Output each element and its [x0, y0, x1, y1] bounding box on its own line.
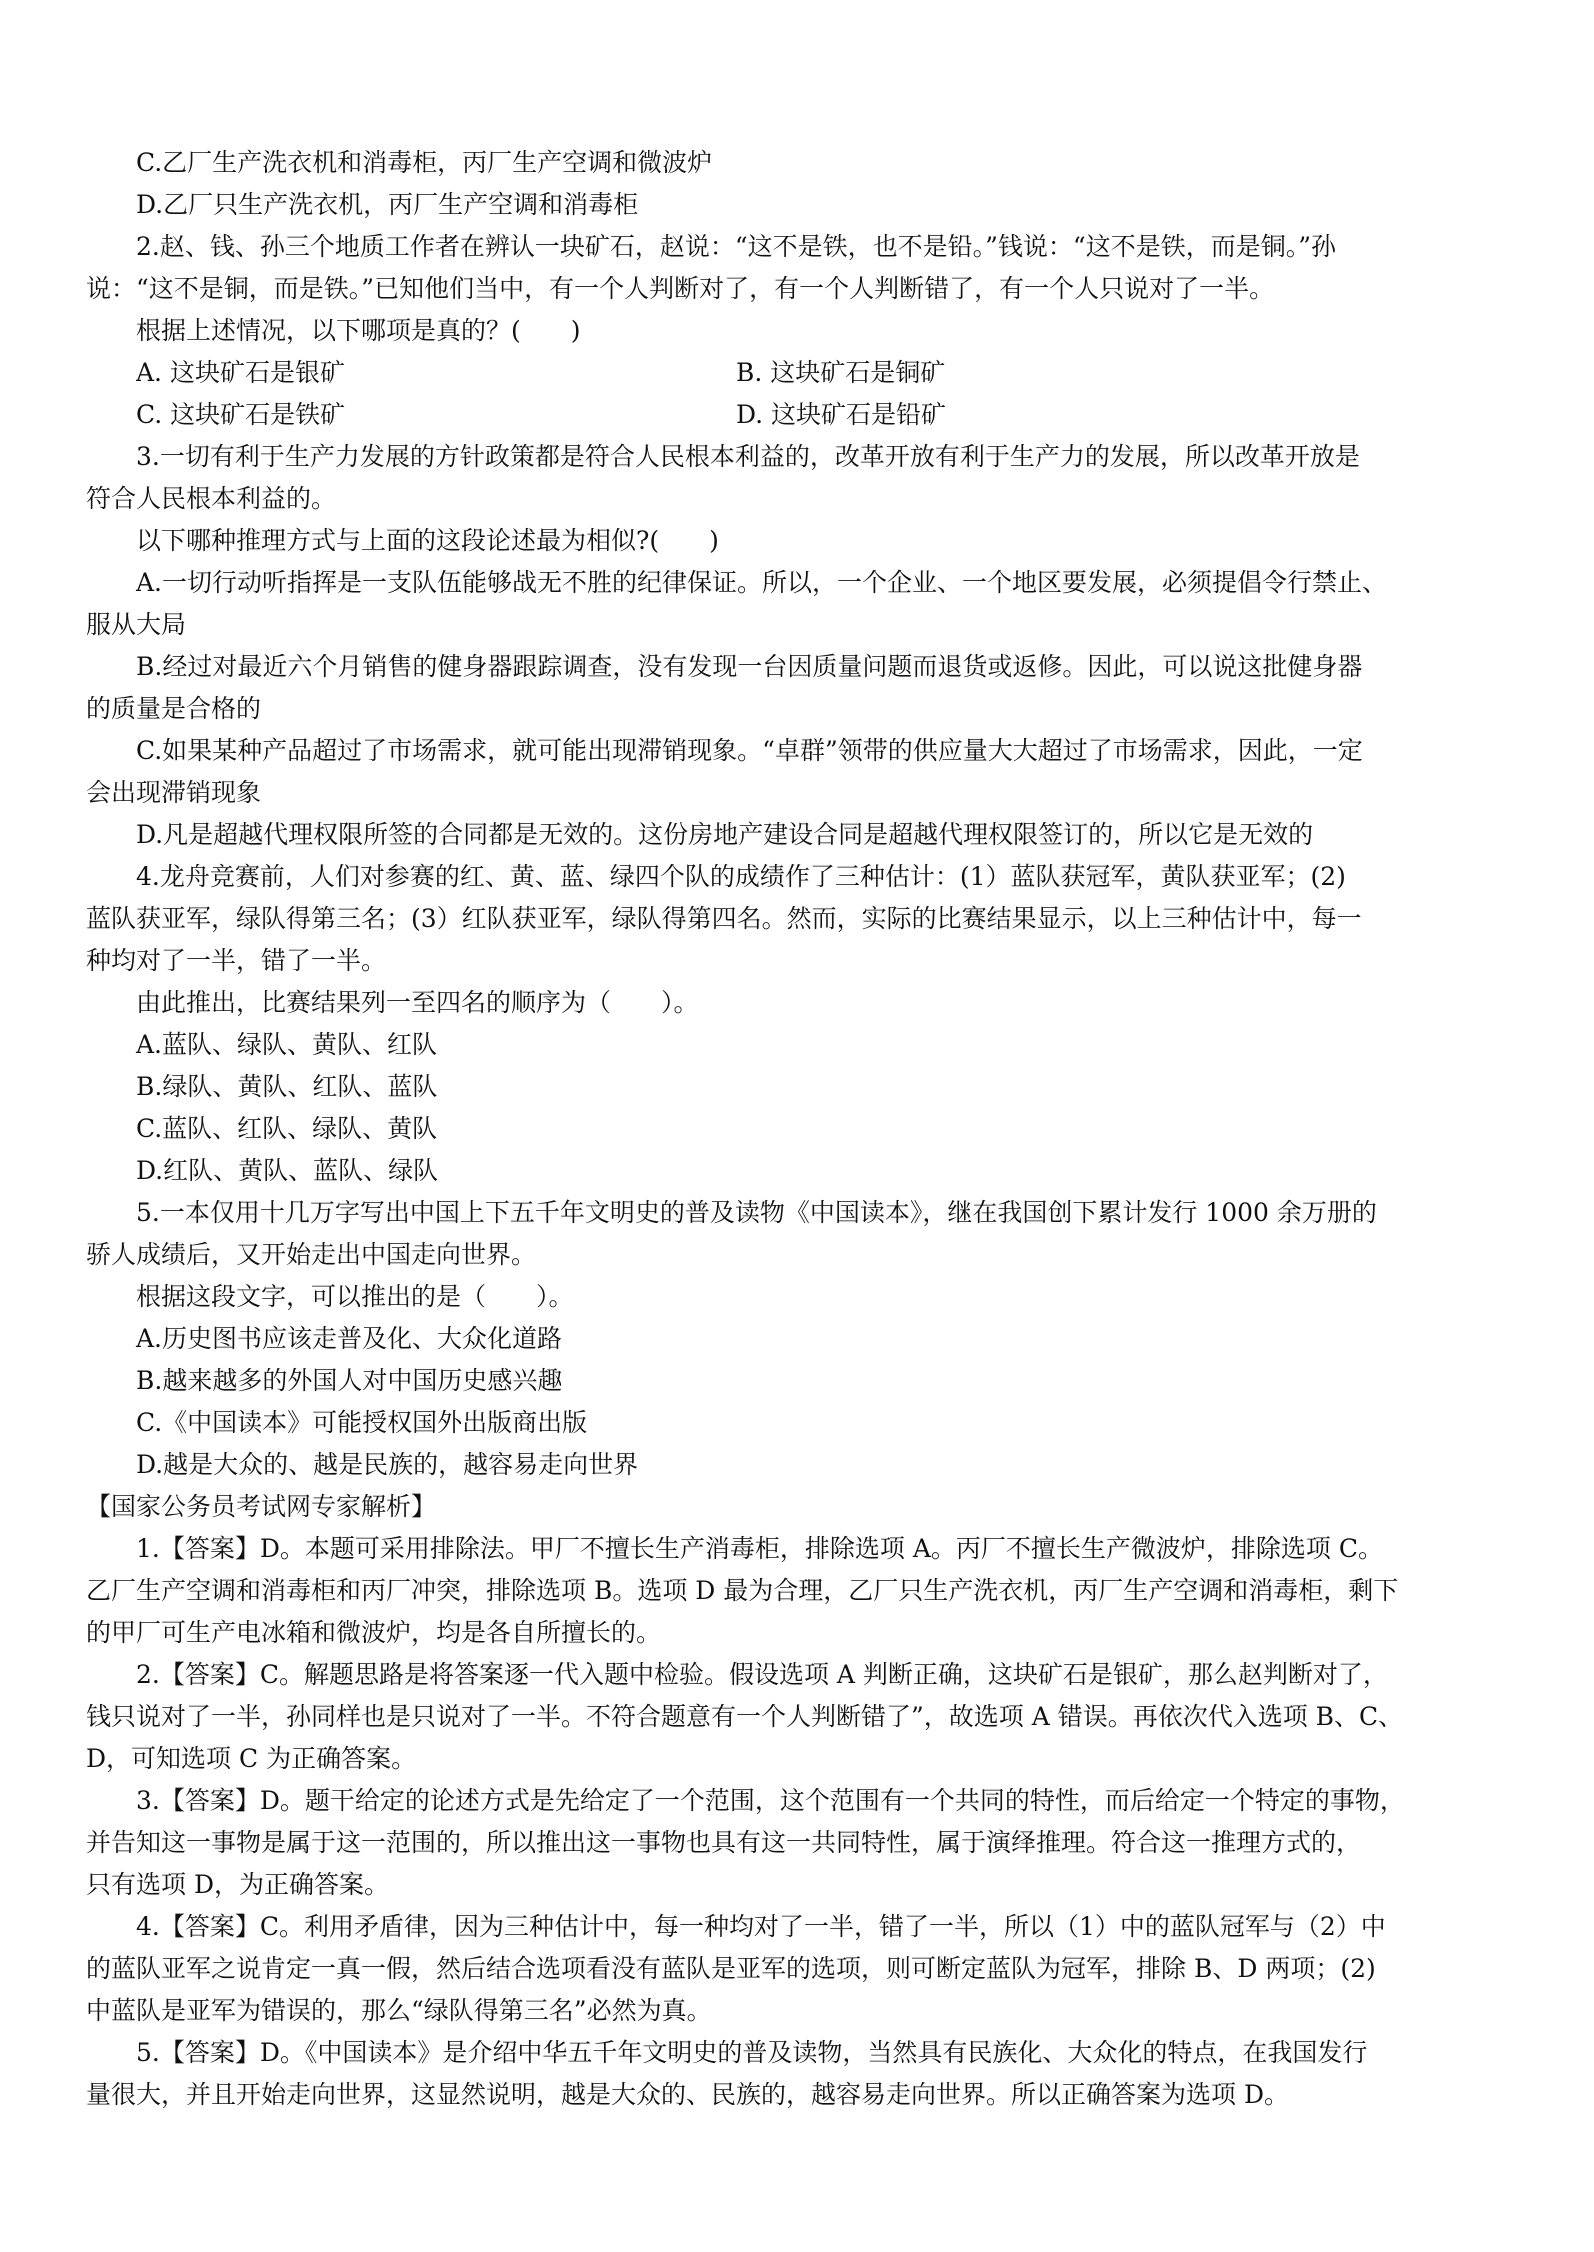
answer-2: 钱只说对了一半，孙同样也是只说对了一半。不符合题意有一个人判断错了”，故选项 A 错误。再依次代入选项 B、C、 — [86, 1702, 1404, 1731]
option-line: A. 这块矿石是银矿 — [136, 358, 345, 387]
option-line: A.历史图书应该走普及化、大众化道路 — [136, 1324, 563, 1353]
question-5-text: 骄人成绩后，又开始走出中国走向世界。 — [86, 1240, 537, 1269]
option-line: C. 这块矿石是铁矿 — [136, 400, 346, 429]
answer-5: 5.【答案】D。《中国读本》是介绍中华五千年文明史的普及读物，当然具有民族化、大众化的特点，在我国发行 — [136, 2038, 1368, 2067]
option-line: 的质量是合格的 — [86, 694, 262, 723]
question-3-text: 3.一切有利于生产力发展的方针政策都是符合人民根本利益的，改革开放有利于生产力的发展，所以改革开放是 — [136, 442, 1360, 471]
answer-1: 的甲厂可生产电冰箱和微波炉，均是各自所擅长的。 — [86, 1618, 662, 1647]
answer-4: 中蓝队是亚军为错误的，那么“绿队得第三名”必然为真。 — [86, 1996, 712, 2025]
answer-1: 乙厂生产空调和消毒柜和丙厂冲突，排除选项 B。选项 D 最为合理，乙厂只生产洗衣机，丙厂生产空调和消毒柜，剩下 — [86, 1576, 1399, 1605]
question-4-text: 种均对了一半，错了一半。 — [86, 946, 387, 975]
option-line: B.越来越多的外国人对中国历史感兴趣 — [136, 1366, 563, 1395]
document-page — [86, 142, 1506, 2116]
option-line: 会出现滞销现象 — [86, 778, 262, 807]
options-row — [86, 394, 1506, 436]
option-line: A.一切行动听指挥是一支队伍能够战无不胜的纪律保证。所以，一个企业、一个地区要发展，必须提倡令行禁止、 — [136, 568, 1388, 597]
answer-3: 并告知这一事物是属于这一范围的，所以推出这一事物也具有这一共同特性，属于演绎推理。符合这一推理方式的， — [86, 1828, 1362, 1857]
answer-4: 的蓝队亚军之说肯定一真一假，然后结合选项看没有蓝队是亚军的选项，则可断定蓝队为冠军，排除 B、D 两项；(2) — [86, 1954, 1376, 1983]
question-3-text: 符合人民根本利益的。 — [86, 484, 337, 513]
question-2-text: 2.赵、钱、孙三个地质工作者在辨认一块矿石，赵说：“这不是铁，也不是铅。”钱说：“这不是铁，而是铜。”孙 — [136, 232, 1336, 261]
question-4-text: 4.龙舟竞赛前，人们对参赛的红、黄、蓝、绿四个队的成绩作了三种估计：(1）蓝队获冠军，黄队获亚军；(2) — [136, 862, 1346, 891]
option-line: B.绿队、黄队、红队、蓝队 — [136, 1072, 438, 1101]
option-line: C.《中国读本》可能授权国外出版商出版 — [136, 1408, 588, 1437]
option-line: 服从大局 — [86, 610, 187, 639]
analysis-heading: 【国家公务员考试网专家解析】 — [86, 1492, 437, 1521]
answer-3: 只有选项 D，为正确答案。 — [86, 1870, 389, 1899]
answer-5: 量很大，并且开始走向世界，这显然说明，越是大众的、民族的，越容易走向世界。所以正确答案为选项 D。 — [86, 2080, 1289, 2109]
question-3-prompt: 以下哪种推理方式与上面的这段论述最为相似?( ) — [136, 526, 719, 555]
question-2-prompt: 根据上述情况，以下哪项是真的？( ) — [136, 316, 581, 345]
question-5-text: 5.一本仅用十几万字写出中国上下五千年文明史的普及读物《中国读本》，继在我国创下累计发行 1000 余万册的 — [136, 1198, 1377, 1227]
option-line: A.蓝队、绿队、黄队、红队 — [136, 1030, 438, 1059]
answer-4: 4.【答案】C。利用矛盾律，因为三种估计中，每一种均对了一半，错了一半，所以（1）中的蓝队冠军与（2）中 — [136, 1912, 1386, 1941]
option-line: D.越是大众的、越是民族的，越容易走向世界 — [136, 1450, 639, 1479]
answer-3: 3.【答案】D。题干给定的论述方式是先给定了一个范围，这个范围有一个共同的特性，而后给定一个特定的事物， — [136, 1786, 1405, 1815]
option-line: C.如果某种产品超过了市场需求，就可能出现滞销现象。“卓群”领带的供应量大大超过了市场需求，因此，一定 — [136, 736, 1363, 765]
option-line: C.蓝队、红队、绿队、黄队 — [136, 1114, 438, 1143]
question-5-prompt: 根据这段文字，可以推出的是（ ）。 — [136, 1282, 574, 1311]
answer-1: 1.【答案】D。本题可采用排除法。甲厂不擅长生产消毒柜，排除选项 A。丙厂不擅长生产微波炉，排除选项 C。 — [136, 1534, 1383, 1563]
option-line: D.红队、黄队、蓝队、绿队 — [136, 1156, 439, 1185]
question-4-prompt: 由此推出，比赛结果列一至四名的顺序为（ ）。 — [136, 988, 699, 1017]
answer-2: 2.【答案】C。解题思路是将答案逐一代入题中检验。假设选项 A 判断正确，这块矿石是银矿，那么赵判断对了， — [136, 1660, 1388, 1689]
option-line: D.凡是超越代理权限所签的合同都是无效的。这份房地产建设合同是超越代理权限签订的，所以它是无效的 — [136, 820, 1314, 849]
option-line: B. 这块矿石是铜矿 — [736, 358, 946, 387]
option-line: D. 这块矿石是铅矿 — [736, 400, 947, 429]
option-line: C.乙厂生产洗衣机和消毒柜，丙厂生产空调和微波炉 — [136, 148, 713, 177]
options-row — [86, 352, 1506, 394]
option-line: B.经过对最近六个月销售的健身器跟踪调查，没有发现一台因质量问题而退货或返修。因此，可以说这批健身器 — [136, 652, 1363, 681]
question-2-text: 说：“这不是铜，而是铁。”已知他们当中，有一个人判断对了，有一个人判断错了，有一个人只说对了一半。 — [86, 274, 1275, 303]
option-line: D.乙厂只生产洗衣机，丙厂生产空调和消毒柜 — [136, 190, 639, 219]
answer-2: D，可知选项 C 为正确答案。 — [86, 1744, 417, 1773]
question-4-text: 蓝队获亚军，绿队得第三名；(3）红队获亚军，绿队得第四名。然而，实际的比赛结果显示，以上三种估计中，每一 — [86, 904, 1362, 933]
